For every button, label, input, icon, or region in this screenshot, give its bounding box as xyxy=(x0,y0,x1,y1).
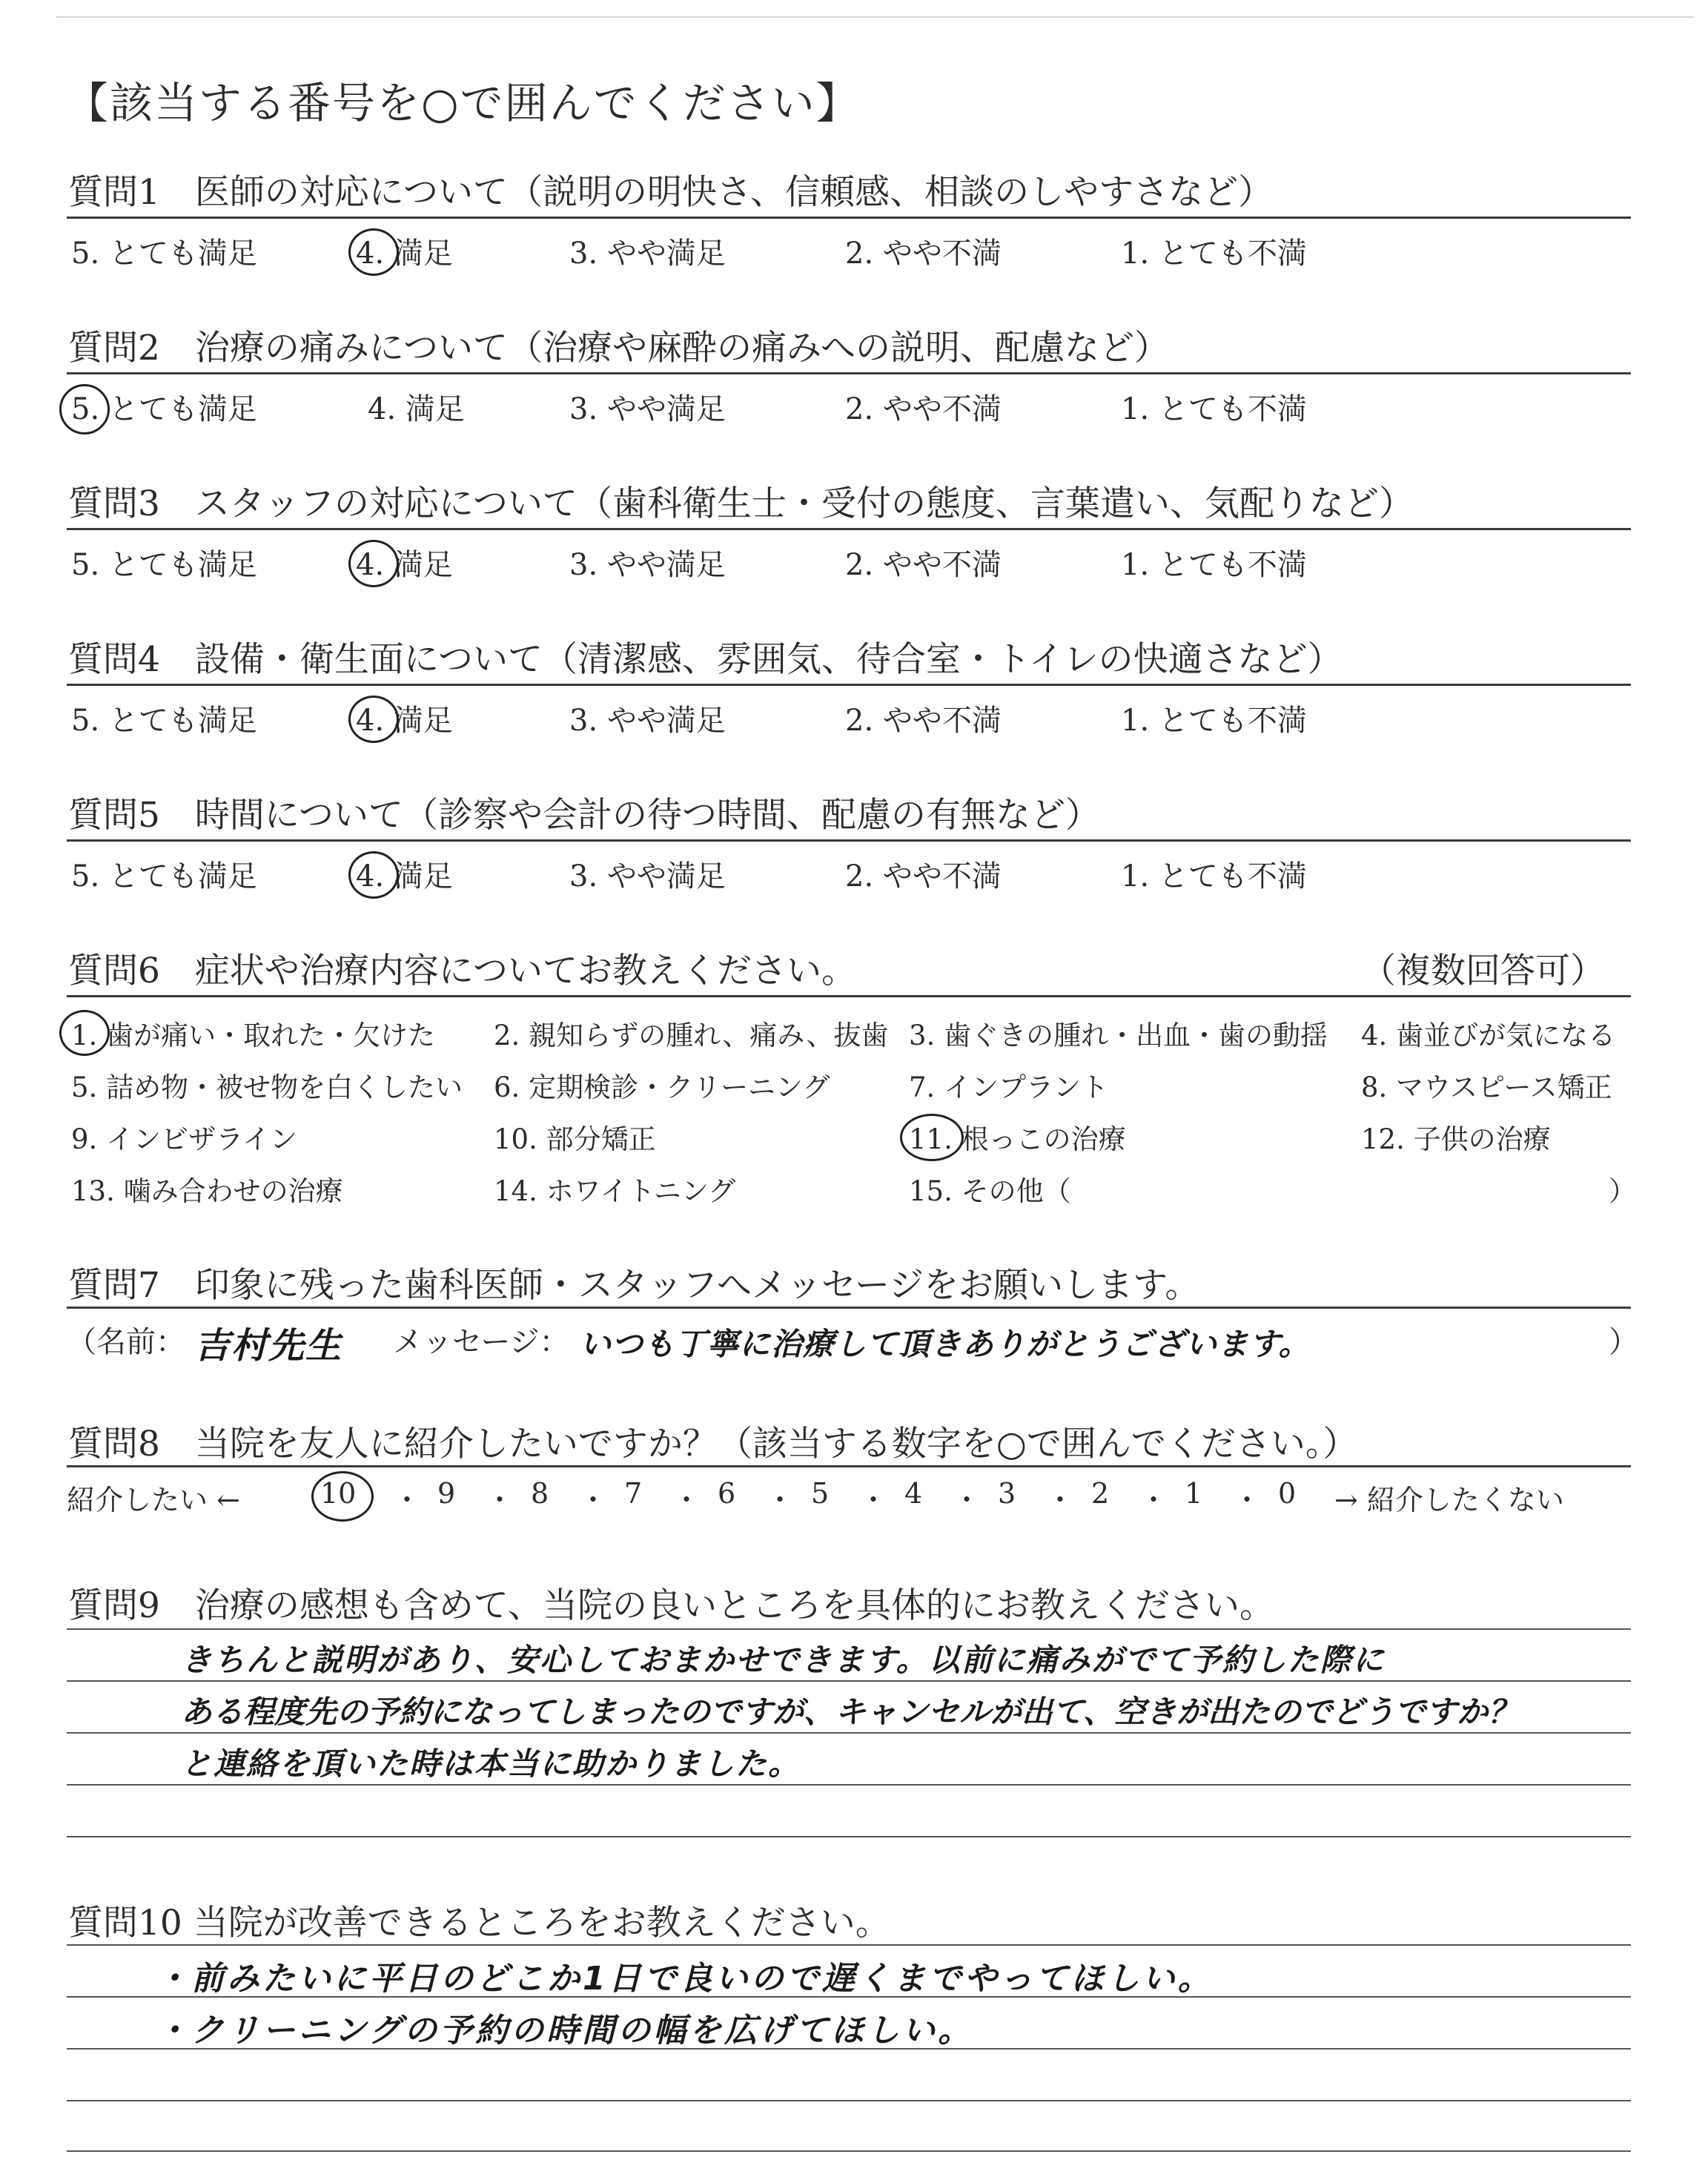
q8-scale-10[interactable]: 10 xyxy=(320,1477,357,1510)
q8-scale-2[interactable]: 2 xyxy=(1091,1477,1110,1510)
q9-line-rule xyxy=(67,1628,1631,1630)
q1-rule xyxy=(67,217,1631,219)
q5-option-4[interactable]: 4. 満足 xyxy=(356,859,453,894)
q8-scale-9[interactable]: 9 xyxy=(437,1477,456,1510)
q5-option-3[interactable]: 3. やや満足 xyxy=(569,859,726,894)
q4-rule xyxy=(67,684,1631,686)
q8-selected-circle xyxy=(311,1471,374,1522)
q6-option-9[interactable]: 9. インビザライン xyxy=(71,1123,297,1155)
q10-answer-line[interactable]: ・前みたいに平日のどこか1日で良いので遅くまでやってほしい。 xyxy=(156,1960,1214,1998)
q6-note: （複数回答可） xyxy=(1361,951,1605,991)
q8-right-label: → 紹介したくない xyxy=(1334,1484,1564,1516)
q2-option-3[interactable]: 3. やや満足 xyxy=(569,392,726,426)
q8-scale-sep: ・ xyxy=(486,1484,514,1516)
q8-scale-7[interactable]: 7 xyxy=(624,1477,643,1510)
q6-option-6[interactable]: 6. 定期検診・クリーニング xyxy=(494,1071,830,1103)
q7-title: 質問7 印象に残った歯科医師・スタッフへメッセージをお願いします。 xyxy=(68,1265,1200,1306)
q9-line-rule xyxy=(67,1680,1631,1682)
q8-scale-sep: ・ xyxy=(579,1484,608,1516)
q10-title: 質問10 当院が改善できるところをお教えください。 xyxy=(68,1903,890,1943)
q7-name-value[interactable]: 吉村先生 xyxy=(194,1325,343,1367)
q3-selected-circle xyxy=(348,540,399,587)
q9-line-rule xyxy=(67,1784,1631,1786)
q7-message-label: メッセージ： xyxy=(393,1325,569,1359)
q8-scale-sep: ・ xyxy=(1233,1484,1262,1516)
q5-title: 質問5 時間について（診察や会計の待つ時間、配慮の有無など） xyxy=(68,795,1100,836)
q9-answer-line[interactable]: きちんと説明があり、安心しておまかせできます。以前に痛みがでて予約した際に xyxy=(181,1642,1386,1678)
q5-selected-circle xyxy=(348,851,399,899)
page-heading: 【該当する番号を○で囲んでください】 xyxy=(65,78,861,128)
q6-option-8[interactable]: 8. マウスピース矯正 xyxy=(1361,1071,1612,1103)
q2-option-5[interactable]: 5. とても満足 xyxy=(71,392,257,426)
q8-scale-sep: ・ xyxy=(672,1484,701,1516)
q7-rule xyxy=(67,1307,1631,1309)
q7-name-label: （名前： xyxy=(67,1325,185,1359)
q1-selected-circle xyxy=(348,228,399,276)
q2-option-1[interactable]: 1. とても不満 xyxy=(1121,392,1307,426)
q8-scale-8[interactable]: 8 xyxy=(531,1477,549,1510)
q6-other-close-paren: ） xyxy=(1609,1175,1636,1207)
q2-title: 質問2 治療の痛みについて（治療や麻酔の痛みへの説明、配慮など） xyxy=(68,328,1170,369)
q3-option-1[interactable]: 1. とても不満 xyxy=(1121,548,1307,582)
q5-option-2[interactable]: 2. やや不満 xyxy=(845,859,1002,894)
q5-option-5[interactable]: 5. とても満足 xyxy=(71,859,257,894)
q6-option-14[interactable]: 14. ホワイトニング xyxy=(494,1175,736,1207)
q8-left-label: 紹介したい ← xyxy=(67,1484,240,1516)
q2-selected-circle xyxy=(59,384,110,435)
q4-option-1[interactable]: 1. とても不満 xyxy=(1121,704,1307,738)
q8-scale-sep: ・ xyxy=(766,1484,795,1516)
q4-option-4[interactable]: 4. 満足 xyxy=(356,704,453,738)
q1-option-5[interactable]: 5. とても満足 xyxy=(71,237,257,271)
q8-scale-sep: ・ xyxy=(1046,1484,1075,1516)
q1-option-4[interactable]: 4. 満足 xyxy=(356,237,453,271)
top-border xyxy=(56,16,1694,18)
q1-option-1[interactable]: 1. とても不満 xyxy=(1121,237,1307,271)
q6-option-3[interactable]: 3. 歯ぐきの腫れ・出血・歯の動揺 xyxy=(909,1020,1328,1051)
q4-selected-circle xyxy=(348,696,399,743)
q5-option-1[interactable]: 1. とても不満 xyxy=(1121,859,1307,894)
q6-option-4[interactable]: 4. 歯並びが気になる xyxy=(1361,1020,1616,1051)
q6-selected-circle-1 xyxy=(59,1010,110,1056)
q3-option-2[interactable]: 2. やや不満 xyxy=(845,548,1002,582)
q6-option-7[interactable]: 7. インプラント xyxy=(909,1071,1109,1103)
q6-rule xyxy=(67,995,1631,997)
q6-option-2[interactable]: 2. 親知らずの腫れ、痛み、抜歯 xyxy=(494,1020,889,1051)
q10-line-rule xyxy=(67,1944,1631,1946)
q9-line-rule xyxy=(67,1836,1631,1837)
q8-scale-6[interactable]: 6 xyxy=(718,1477,736,1510)
q1-option-2[interactable]: 2. やや不満 xyxy=(845,237,1002,271)
q8-scale-0[interactable]: 0 xyxy=(1278,1477,1297,1510)
q6-option-1[interactable]: 1. 歯が痛い・取れた・欠けた xyxy=(71,1020,436,1051)
q6-selected-circle-11 xyxy=(900,1114,964,1161)
q6-title: 質問6 症状や治療内容についてお教えください。 xyxy=(68,951,856,991)
q9-title: 質問9 治療の感想も含めて、当院の良いところを具体的にお教えください。 xyxy=(68,1585,1274,1626)
q9-answer-line[interactable]: ある程度先の予約になってしまったのですが、キャンセルが出て、空きが出たのでどうですか？ xyxy=(181,1694,1520,1730)
q4-option-5[interactable]: 5. とても満足 xyxy=(71,704,257,738)
q10-answer-line[interactable]: ・クリーニングの予約の時間の幅を広げてほしい。 xyxy=(156,2012,974,2050)
q6-option-15[interactable]: 15. その他（ xyxy=(909,1175,1071,1207)
q8-title: 質問8 当院を友人に紹介したいですか？（該当する数字を○で囲んでください。） xyxy=(68,1424,1358,1464)
q3-option-5[interactable]: 5. とても満足 xyxy=(71,548,257,582)
q8-scale-4[interactable]: 4 xyxy=(904,1477,923,1510)
q8-scale-sep: ・ xyxy=(1139,1484,1168,1516)
q8-scale-1[interactable]: 1 xyxy=(1185,1477,1203,1510)
q1-title: 質問1 医師の対応について（説明の明快さ、信頼感、相談のしやすさなど） xyxy=(68,172,1274,213)
q5-rule xyxy=(67,839,1631,842)
q3-option-4[interactable]: 4. 満足 xyxy=(356,548,453,582)
q6-option-5[interactable]: 5. 詰め物・被せ物を白くしたい xyxy=(71,1071,463,1103)
q6-option-13[interactable]: 13. 噛み合わせの治療 xyxy=(71,1175,343,1207)
q2-option-4[interactable]: 4. 満足 xyxy=(368,392,465,426)
q8-scale-3[interactable]: 3 xyxy=(998,1477,1016,1510)
q8-scale-sep: ・ xyxy=(859,1484,888,1516)
q3-title: 質問3 スタッフの対応について（歯科衛生士・受付の態度、言葉遣い、気配りなど） xyxy=(68,483,1414,524)
q10-line-rule xyxy=(67,2100,1631,2101)
q3-rule xyxy=(67,528,1631,530)
q6-option-10[interactable]: 10. 部分矯正 xyxy=(494,1123,656,1155)
q10-line-rule xyxy=(67,2150,1631,2152)
q7-close-paren: ） xyxy=(1609,1325,1638,1359)
q8-scale-5[interactable]: 5 xyxy=(811,1477,830,1510)
q3-option-3[interactable]: 3. やや満足 xyxy=(569,548,726,582)
q4-title: 質問4 設備・衛生面について（清潔感、雰囲気、待合室・トイレの快適さなど） xyxy=(68,639,1343,680)
q2-option-2[interactable]: 2. やや不満 xyxy=(845,392,1002,426)
q8-scale-sep: ・ xyxy=(393,1484,422,1516)
q6-option-11[interactable]: 11. 根っこの治療 xyxy=(909,1123,1126,1155)
q8-rule xyxy=(67,1465,1631,1467)
q2-rule xyxy=(67,372,1631,374)
q9-line-rule xyxy=(67,1732,1631,1734)
q4-option-3[interactable]: 3. やや満足 xyxy=(569,704,726,738)
q9-answer-line[interactable]: と連絡を頂いた時は本当に助かりました。 xyxy=(181,1745,801,1782)
q8-scale-sep: ・ xyxy=(953,1484,982,1516)
q7-message-value[interactable]: いつも丁寧に治療して頂きありがとうございます。 xyxy=(580,1326,1311,1362)
q1-option-3[interactable]: 3. やや満足 xyxy=(569,237,726,271)
q6-option-12[interactable]: 12. 子供の治療 xyxy=(1361,1123,1551,1155)
q4-option-2[interactable]: 2. やや不満 xyxy=(845,704,1002,738)
